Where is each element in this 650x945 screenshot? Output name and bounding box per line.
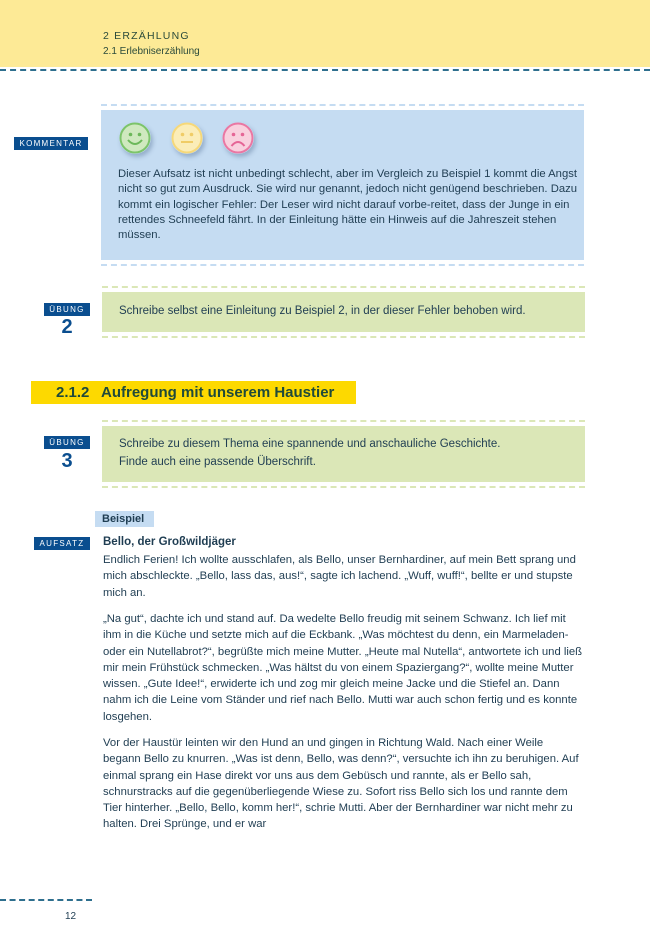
neutral-smiley-icon: [171, 122, 203, 154]
comment-text: Dieser Aufsatz ist nicht unbedingt schlecht, aber im Vergleich zu Beispiel 1 kommt die Angst nicht so gut zum Ausdruck. Sie wird nur genannt, jedoch nicht genügend beschrieben. Dazu kommt ein logischer Fehler: Der Leser wird nicht darauf vorbe-reitet, dass der Junge in ein rettendes Schneefeld fährt. In der Einleitung hätte ein Hinweis auf die Jahreszeit stehen müssen.: [118, 168, 578, 242]
chapter-title: 2 ERZÄHLUNG: [103, 30, 190, 42]
essay-label: AUFSATZ: [34, 537, 90, 550]
exercise-number: 2: [61, 316, 73, 338]
exercise-text: Finde auch eine passende Überschrift.: [119, 456, 316, 468]
exercise-text: Schreibe zu diesem Thema eine spannende und anschauliche Geschichte.: [119, 438, 501, 450]
essay-title: Bello, der Großwildjäger: [103, 536, 236, 548]
example-tag: Beispiel: [95, 511, 154, 527]
section-title: 2.1 Erlebniserzählung: [103, 46, 200, 57]
sad-smiley-icon: [222, 122, 254, 154]
essay-paragraph: Endlich Ferien! Ich wollte ausschlafen, als Bello, unser Bernhardiner, auf mein Bett sprang und mich abschleckte. „Bello, lass das, aus!“, sagte ich lachend. „Wuff, wuff!“, bellte er und stupste mich an.: [103, 554, 576, 599]
exercise-number: 3: [61, 450, 73, 472]
exercise-box: [102, 426, 585, 482]
exercise-label: ÜBUNG: [44, 436, 90, 449]
exercise-box: [102, 292, 585, 332]
comment-label: KOMMENTAR: [14, 137, 88, 150]
happy-smiley-icon: [119, 122, 151, 154]
page-number: 12: [65, 911, 77, 922]
section-heading-title: Aufregung mit unserem Haustier: [101, 384, 335, 401]
exercise-label: ÜBUNG: [44, 303, 90, 316]
comment-box: [101, 110, 584, 260]
header-divider: [0, 69, 650, 71]
chapter-header: [0, 0, 650, 67]
section-number: 2.1.2: [56, 384, 90, 401]
footer-divider: [0, 899, 92, 901]
section-heading: [31, 381, 356, 404]
essay-paragraph: Vor der Haustür leinten wir den Hund an und gingen in Richtung Wald. Nach einer Weile begann Bello zu knurren. „Was ist denn, Bello, was denn?“, versuchte ich ihn zu beruhigen. Auf einmal sprang ein Hase direkt vor uns aus dem Gebüsch und rannte, als er Bello sah, schnurstracks auf die gegenüberliegende Wiese zu. Sofort riss Bello sich los und rannte dem Tier hinterher. „Bello, Bello, komm her!“, schrie Mutti. Aber der Bernhardiner war nicht mehr zu halten. Drei Sprünge, und er war: [103, 737, 579, 831]
essay-paragraph: „Na gut“, dachte ich und stand auf. Da wedelte Bello freudig mit seinem Schwanz. Ich lief mit ihm in die Küche und setzte mich auf die Eckbank. „Was möchtest du denn, ein Marmeladen- oder ein Nutellabrot?“, begrüßte mich meine Mutter. „Heute mal Nutella“, antwortete ich und ließ mir mein Frühstück schmecken. „Was hältst du von einem Spaziergang?“, wollte meine Mutter wissen. „Gute Idee!“, erwiderte ich und zog mir gleich meine Jacke und die Stiefel an. Dann nahm ich die Leine vom Ständer und rief nach Bello. Mutti war auch schon fertig und es konnte losgehen.: [103, 613, 583, 723]
exercise-text: Schreibe selbst eine Einleitung zu Beispiel 2, in der dieser Fehler behoben wird.: [119, 305, 526, 317]
